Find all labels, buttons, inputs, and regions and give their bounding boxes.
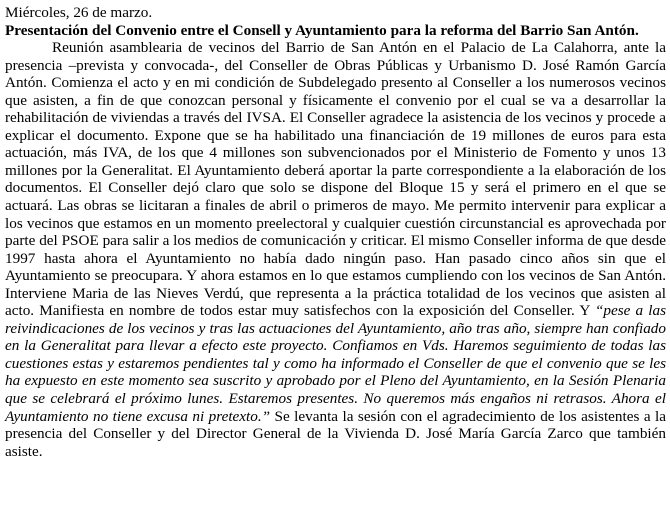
body-paragraph (5, 39, 666, 460)
paragraph-quote: “pese a las reivindicaciones de los vecinos y tras las actuaciones del Ayuntamiento, año tras año, siempre han confiado en la Generalitat para llevar a efecto este proyecto. Confiamos en Vds. Haremos seguimiento de todas las cuestiones estas y estaremos pendientes tal y como ha informado el Conseller de que el convenio que se les ha expuesto en este momento sea suscrito y aprobado por el Pleno del Ayuntamiento, en la Sesión Plenaria que se celebrará el próximo lunes. Estaremos presentes. No queremos más engaños ni retrasos. Ahora el Ayuntamiento no tiene excusa ni pretexto.” (5, 302, 667, 425)
document-page (5, 4, 666, 460)
paragraph-text-before-quote: Reunión asamblearia de vecinos del Barrio de San Antón en el Palacio de La Calahorra, ante la presencia –prevista y convocada-, del Conseller de Obras Públicas y Urbanismo D. José Ramón García Antón. Comienza el acto y en mi condición de Subdelegado presento al Conseller a los numerosos vecinos que asisten, a fin de que conozcan personal y físicamente el convenio por el cual se va a desarrollar la rehabilitación de viviendas a través del IVSA. El Conseller agradece la asistencia de los vecinos y procede a explicar el documento. Expone que se ha habilitado una financiación de 19 millones de euros para esta actuación, más IVA, de los que 4 millones son subvencionados por el Ministerio de Fomento y unos 13 millones por la Generalitat. El Ayuntamiento deberá aportar la parte correspondiente a la elaboración de los documentos. El Conseller dejó claro que solo se dispone del Bloque 15 y será el primero en el que se actuará. Las obras se licitaran a finales de abril o primeros de mayo. Me permito intervenir para explicar a los vecinos que estamos en un momento preelectoral y cualquier cuestión circunstancial es aprovechada por parte del PSOE para salir a los medios de comunicación y criticar. El mismo Conseller informa de que desde 1997 hasta ahora el Ayuntamiento no había dado ningún paso. Han pasado cinco años sin que el Ayuntamiento se preocupara. Y ahora estamos en lo que estamos cumpliendo con los vecinos de San Antón. Interviene Maria de las Nieves Verdú, que representa a la práctica totalidad de los vecinos que asisten al acto. Manifiesta en nombre de todos estar muy satisfechos con la exposición del Conseller. Y (5, 39, 666, 320)
entry-date: Miércoles, 26 de marzo. (5, 4, 153, 21)
paragraph-text-after-quote: Se levanta la sesión con el agradecimiento de los asistentes a la presencia del Conseller y del Director General de la Vivienda D. José María García Zarco que también asiste. (5, 407, 666, 460)
entry-title: Presentación del Convenio entre el Consell y Ayuntamiento para la reforma del Barrio San Antón. (5, 21, 639, 39)
